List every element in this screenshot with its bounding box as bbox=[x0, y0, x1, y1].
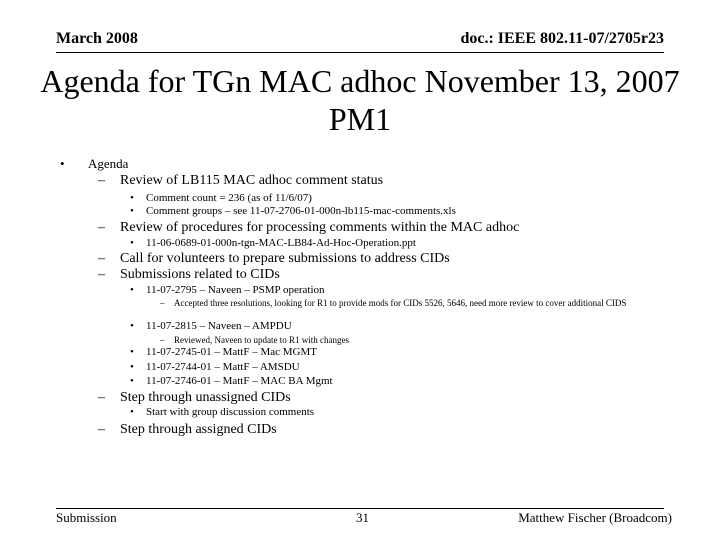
bullet-marker: • bbox=[130, 237, 134, 249]
submission-2744: 11-07-2744-01 – MattF – AMSDU bbox=[146, 361, 300, 373]
agenda-procedures: Review of procedures for processing comments within the MAC adhoc bbox=[120, 220, 520, 235]
header-doc-id: doc.: IEEE 802.11-07/2705r23 bbox=[460, 30, 664, 47]
bullet-marker: • bbox=[130, 375, 134, 387]
bullet-marker: • bbox=[130, 205, 134, 217]
agenda-review: Review of LB115 MAC adhoc comment status bbox=[120, 173, 384, 188]
dash-marker: – bbox=[98, 267, 105, 282]
submission-2746: 11-07-2746-01 – MattF – MAC BA Mgmt bbox=[146, 375, 333, 387]
dash-marker: – bbox=[160, 335, 165, 345]
dash-marker: – bbox=[98, 173, 105, 188]
footer-author: Matthew Fischer (Broadcom) bbox=[518, 510, 672, 525]
unassigned-note: Start with group discussion comments bbox=[146, 406, 315, 418]
header-divider bbox=[56, 52, 664, 53]
dash-marker: – bbox=[98, 251, 105, 266]
footer-divider bbox=[56, 508, 664, 509]
submission-2795-note: Accepted three resolutions, looking for R1 to provide mods for CIDs 5526, 5646, need more review to cover additional CIDS bbox=[174, 298, 627, 308]
comment-count: Comment count = 236 (as of 11/6/07) bbox=[146, 192, 312, 204]
page-number: 31 bbox=[356, 510, 369, 525]
bullet-marker: • bbox=[130, 361, 134, 373]
dash-marker: – bbox=[98, 220, 105, 235]
agenda-heading: Agenda bbox=[88, 156, 129, 171]
bullet-marker: • bbox=[60, 156, 65, 171]
bullet-marker: • bbox=[130, 406, 134, 418]
submission-2815-note: Reviewed, Naveen to update to R1 with changes bbox=[174, 335, 349, 345]
bullet-marker: • bbox=[130, 192, 134, 204]
bullet-marker: • bbox=[130, 284, 134, 296]
procedures-doc: 11-06-0689-01-000n-tgn-MAC-LB84-Ad-Hoc-Operation.ppt bbox=[146, 237, 416, 249]
bullet-marker: • bbox=[130, 320, 134, 332]
header-date: March 2008 bbox=[56, 30, 138, 47]
submission-2815: 11-07-2815 – Naveen – AMPDU bbox=[146, 320, 292, 332]
bullet-marker: • bbox=[130, 346, 134, 358]
dash-marker: – bbox=[98, 422, 105, 437]
dash-marker: – bbox=[160, 298, 165, 308]
dash-marker: – bbox=[98, 390, 105, 405]
slide-title: Agenda for TGn MAC adhoc November 13, 2007 PM1 bbox=[40, 63, 680, 137]
agenda-unassigned: Step through unassigned CIDs bbox=[120, 390, 291, 405]
submission-2795: 11-07-2795 – Naveen – PSMP operation bbox=[146, 284, 325, 296]
footer-submission: Submission bbox=[56, 510, 117, 525]
agenda-submissions: Submissions related to CIDs bbox=[120, 267, 280, 282]
agenda-call-volunteers: Call for volunteers to prepare submissions to address CIDs bbox=[120, 251, 450, 266]
comment-groups: Comment groups – see 11-07-2706-01-000n-lb115-mac-comments.xls bbox=[146, 205, 456, 217]
agenda-assigned: Step through assigned CIDs bbox=[120, 422, 277, 437]
submission-2745: 11-07-2745-01 – MattF – Mac MGMT bbox=[146, 346, 317, 358]
